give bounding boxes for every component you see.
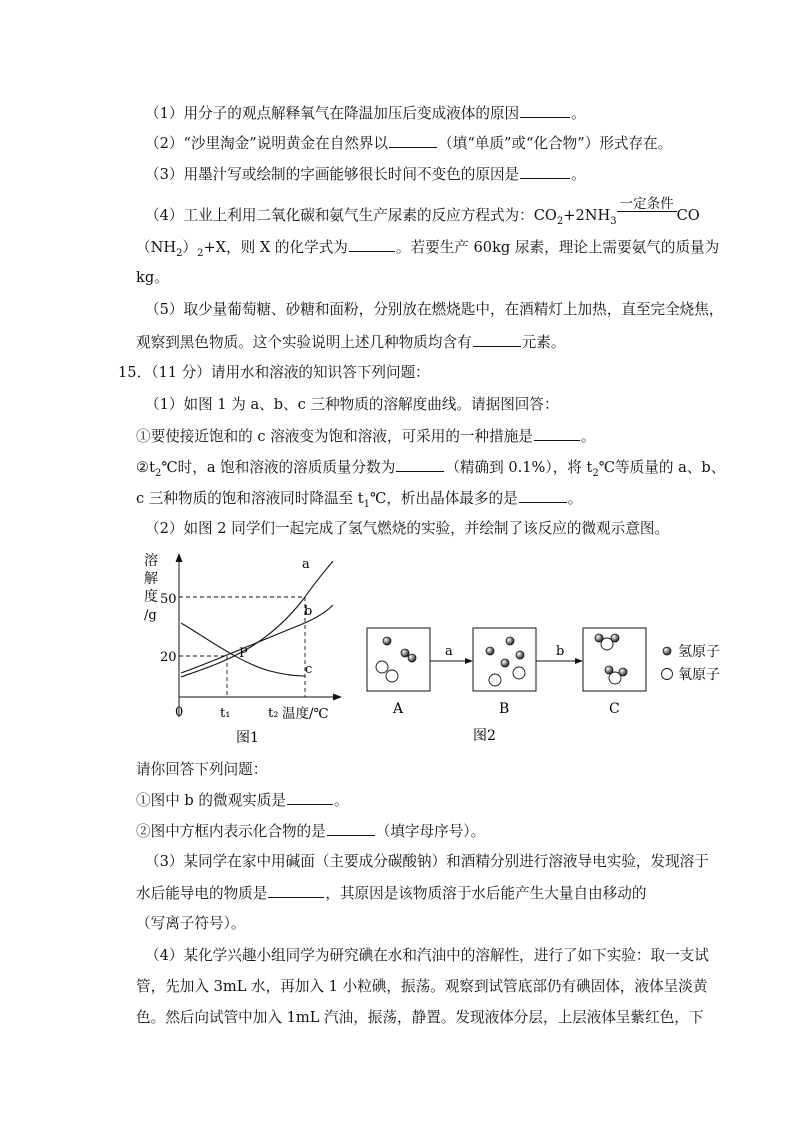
q15-s2-1-text: ①图中 b 的微观实质是 bbox=[136, 792, 286, 809]
legend-oxygen-label: 氧原子 bbox=[678, 667, 720, 683]
oxygen-atom bbox=[376, 661, 388, 673]
q14-part2 bbox=[145, 133, 672, 154]
fig2-caption: 图2 bbox=[473, 728, 496, 744]
q14-part3 bbox=[145, 164, 586, 185]
point-p-label: P bbox=[239, 646, 248, 661]
answer-blank[interactable] bbox=[268, 883, 324, 898]
q15-sub1-item1 bbox=[136, 426, 596, 447]
q14-part5-line1 bbox=[145, 300, 723, 320]
x-label: 温度/℃ bbox=[282, 706, 329, 722]
series-b-label: b bbox=[304, 604, 313, 619]
q15-s1-3-a: c 三种物质的饱和溶液同时降温至 t bbox=[136, 490, 364, 507]
q15-sub4-line1 bbox=[145, 946, 709, 966]
q14-p4-paren: ） bbox=[182, 239, 198, 256]
reaction-condition bbox=[617, 196, 677, 226]
subscript: 1 bbox=[363, 498, 371, 510]
q15-s4-text2: 管，先加入 3mL 水，再加入 1 小粒碘，振荡。观察到试管底部仍有碘固体，液体呈淡黄 bbox=[136, 978, 708, 995]
equals-bar bbox=[617, 211, 677, 212]
arrow-a-head bbox=[465, 658, 473, 664]
subscript: 2 bbox=[176, 247, 183, 259]
q15-s3-text: （3）某同学在家中用碱面（主要成分碳酸钠）和酒精分别进行溶液导电实验，发现溶于 bbox=[145, 853, 709, 870]
solubility-chart bbox=[130, 545, 350, 750]
q15-header bbox=[118, 363, 430, 383]
q14-p4-nh2: （NH bbox=[136, 239, 177, 256]
q15-sub2-item1 bbox=[136, 790, 349, 811]
y-label-3: 度 bbox=[144, 589, 158, 605]
q14-p4-mass: 。若要生产 60kg 尿素，理论上需要氨气的质量为 bbox=[395, 239, 720, 256]
hydrogen-atom bbox=[516, 651, 524, 659]
q15-s1-2-b: ℃时，a 饱和溶液的溶质质量分数为 bbox=[161, 459, 396, 476]
q14-p4-kg: kg。 bbox=[136, 269, 169, 286]
q15-sub1-item2 bbox=[136, 457, 725, 484]
oxygen-atom bbox=[513, 667, 525, 679]
subscript: 2 bbox=[556, 215, 564, 227]
q15-sub2 bbox=[145, 519, 669, 539]
legend-oxygen-icon bbox=[662, 669, 673, 680]
hydrogen-atom bbox=[611, 634, 619, 642]
q15-s1-3-b: ℃，析出晶体最多的是 bbox=[370, 490, 518, 507]
q15-sub3-line2 bbox=[136, 883, 646, 904]
arrow-a-label: a bbox=[445, 644, 453, 659]
hydrogen-atom bbox=[501, 659, 509, 667]
q14-p3-end: 。 bbox=[571, 166, 586, 183]
oxygen-atom bbox=[489, 674, 501, 686]
q14-p1-text: （1）用分子的观点解释氧气在降温加压后变成液体的原因 bbox=[145, 105, 520, 122]
q15-ask-text: 请你回答下列问题： bbox=[136, 761, 268, 778]
q15-s2-1-end: 。 bbox=[333, 792, 349, 809]
oxygen-atom bbox=[386, 670, 398, 682]
q14-part5-line2 bbox=[136, 332, 565, 353]
answer-blank[interactable] bbox=[287, 790, 333, 805]
hydrogen-atom bbox=[506, 637, 514, 645]
q14-p4-text: （4）工业上利用二氧化碳和氨气生产尿素的反应方程式为：CO bbox=[145, 207, 557, 224]
q15-s3-end: （写离子符号）。 bbox=[136, 915, 246, 932]
q15-s4-text: （4）某化学兴趣小组同学为研究碘在水和汽油中的溶解性，进行了如下实验：取一支试 bbox=[145, 947, 709, 964]
tick-t2: t₂ bbox=[268, 706, 279, 721]
series-a-label: a bbox=[302, 557, 310, 572]
q15-s2-2-end: （填字母序号）。 bbox=[375, 823, 486, 840]
q14-p5-end: 元素。 bbox=[521, 334, 566, 351]
q14-p5-text2: 观察到黑色物质。这个实验说明上述几种物质均含有 bbox=[136, 334, 472, 351]
tick-20: 20 bbox=[160, 650, 177, 665]
y-label-2: 解 bbox=[144, 571, 158, 587]
box-a-label: A bbox=[393, 701, 404, 717]
q14-p4-x: +X，则 X 的化学式为 bbox=[203, 239, 348, 256]
y-label-1: 溶 bbox=[144, 553, 158, 569]
q15-s1-2-a: ②t bbox=[136, 459, 155, 476]
q14-part1 bbox=[145, 103, 586, 124]
answer-blank[interactable] bbox=[389, 133, 437, 148]
legend-hydrogen-label: 氢原子 bbox=[678, 644, 720, 660]
x-axis-arrow bbox=[333, 694, 342, 701]
hydrogen-atom bbox=[619, 668, 627, 676]
q15-s1-1-end: 。 bbox=[580, 428, 596, 445]
legend-hydrogen-icon bbox=[663, 647, 671, 655]
q15-title: 15．（11 分）请用水和溶液的知识答下列问题： bbox=[118, 364, 430, 381]
q15-s2-text: （2）如图 2 同学们一起完成了氢气燃烧的实验，并绘制了该反应的微观示意图。 bbox=[145, 520, 670, 537]
q14-p5-text: （5）取少量葡萄糖、砂糖和面粉，分别放在燃烧匙中，在酒精灯上加热，直至完全烧焦， bbox=[145, 301, 724, 318]
answer-blank[interactable] bbox=[396, 457, 444, 472]
q15-s1-2-c: （精确到 0.1%），将 t bbox=[445, 459, 593, 476]
q14-p4-nh: +2NH bbox=[563, 207, 611, 224]
q14-p2-text: （2）“沙里淘金”说明黄金在自然界以 bbox=[145, 135, 389, 152]
q14-p2-end: （填“单质”或“化合物”）形式存在。 bbox=[438, 135, 673, 152]
subscript: 2 bbox=[197, 247, 204, 259]
arrow-b-head bbox=[575, 658, 583, 664]
answer-blank[interactable] bbox=[473, 332, 521, 347]
subscript: 2 bbox=[154, 467, 162, 479]
q15-s1-2-d: ℃等质量的 a、b、 bbox=[598, 459, 726, 476]
q15-sub4-line2 bbox=[136, 977, 707, 997]
tick-50: 50 bbox=[160, 592, 177, 607]
hydrogen-atom bbox=[401, 649, 409, 657]
answer-blank[interactable] bbox=[520, 103, 570, 118]
q15-s1-3-c: 。 bbox=[567, 490, 583, 507]
box-c-label: C bbox=[609, 701, 620, 717]
q14-part4-line3 bbox=[136, 268, 169, 288]
q15-s1-1-text: ①要使接近饱和的 c 溶液变为饱和溶液，可采用的一种措施是 bbox=[136, 428, 533, 445]
answer-blank[interactable] bbox=[519, 488, 567, 503]
arrow-b-label: b bbox=[556, 644, 565, 659]
q14-p4-co: CO bbox=[676, 207, 700, 224]
q15-sub2-item2 bbox=[136, 821, 485, 842]
q15-s3-text3: ，其原因是该物质溶于水后能产生大量自由移动的 bbox=[325, 885, 647, 902]
curve-a bbox=[181, 561, 333, 677]
q15-s1-text: （1）如图 1 为 a、b、c 三种物质的溶解度曲线。请据图回答： bbox=[145, 396, 559, 413]
y-axis-arrow bbox=[176, 553, 183, 562]
hydrogen-atom bbox=[408, 654, 416, 662]
q14-part4-line2 bbox=[136, 237, 719, 264]
subscript: 2 bbox=[592, 467, 599, 479]
box-b-label: B bbox=[499, 701, 510, 717]
q15-s2-2-text: ②图中方框内表示化合物的是 bbox=[136, 823, 326, 840]
answer-blank[interactable] bbox=[520, 164, 570, 179]
answer-blank[interactable] bbox=[349, 237, 395, 252]
q15-ask bbox=[136, 760, 267, 780]
condition-text: 一定条件 bbox=[619, 196, 674, 212]
subscript: 3 bbox=[610, 215, 617, 227]
q15-sub3-line3 bbox=[136, 914, 245, 934]
hydrogen-atom bbox=[486, 647, 494, 655]
series-c-label: c bbox=[305, 662, 313, 677]
q15-sub4-line3 bbox=[136, 1008, 703, 1028]
q15-sub1-item3 bbox=[136, 488, 582, 515]
fig1-caption: 图1 bbox=[236, 730, 259, 746]
q14-part4-line1 bbox=[145, 196, 700, 232]
q14-p3-text: （3）用墨汁写或绘制的字画能够很长时间不变色的原因是 bbox=[145, 166, 520, 183]
answer-blank[interactable] bbox=[534, 426, 580, 441]
hydrogen-atom bbox=[383, 637, 391, 645]
q15-s3-text2: 水后能导电的物质是 bbox=[136, 885, 268, 902]
box-a bbox=[367, 628, 430, 691]
y-label-4: /g bbox=[144, 608, 157, 623]
q14-p1-end: 。 bbox=[571, 105, 586, 122]
q15-s4-text3: 色。然后向试管中加入 1mL 汽油，振荡，静置。发现液体分层，上层液体呈紫红色，下 bbox=[136, 1009, 704, 1026]
micro-diagram bbox=[355, 618, 735, 748]
answer-blank[interactable] bbox=[327, 821, 375, 836]
origin-label: 0 bbox=[175, 705, 184, 720]
q15-sub3-line1 bbox=[145, 852, 709, 872]
tick-t1: t₁ bbox=[220, 706, 231, 721]
q15-sub1 bbox=[145, 395, 559, 415]
